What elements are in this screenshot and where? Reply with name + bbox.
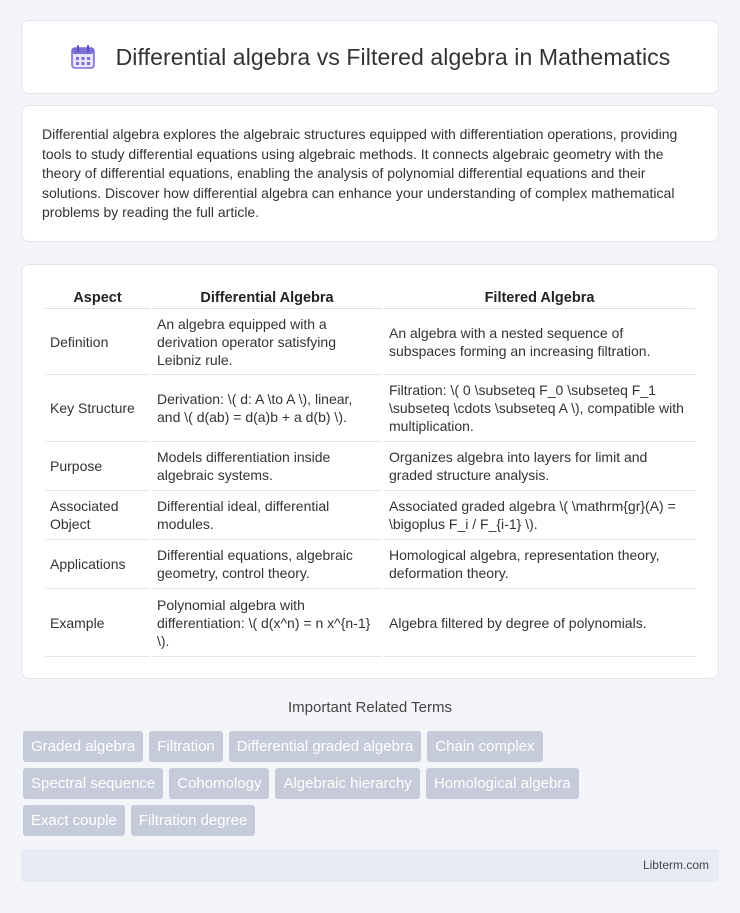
tag-algebraic-hierarchy[interactable]: Algebraic hierarchy xyxy=(275,768,419,799)
table-row xyxy=(45,491,695,540)
header-filtered: Filtered Algebra xyxy=(384,285,695,309)
footer xyxy=(21,849,719,882)
header-differential: Differential Algebra xyxy=(152,285,382,309)
comparison-table xyxy=(43,285,697,657)
cell-filtered: Homological algebra, representation theory, deformation theory. xyxy=(384,540,695,589)
title-card xyxy=(21,20,719,94)
tag-filtration[interactable]: Filtration xyxy=(149,731,223,762)
cell-aspect: Example xyxy=(45,589,150,657)
table-header-row xyxy=(45,285,695,309)
cell-differential: Differential equations, algebraic geometry, control theory. xyxy=(152,540,382,589)
tag-graded-algebra[interactable]: Graded algebra xyxy=(23,731,143,762)
cell-differential: Differential ideal, differential modules. xyxy=(152,491,382,540)
cell-aspect: Purpose xyxy=(45,442,150,491)
tag-row xyxy=(23,768,723,799)
table-row xyxy=(45,442,695,491)
cell-aspect: Associated Object xyxy=(45,491,150,540)
related-terms-heading: Important Related Terms xyxy=(288,699,452,716)
intro-card xyxy=(21,105,719,242)
cell-filtered: Associated graded algebra \( \mathrm{gr}(A) = \bigoplus F_i / F_{i-1} \). xyxy=(384,491,695,540)
tag-cohomology[interactable]: Cohomology xyxy=(169,768,269,799)
cell-differential: Derivation: \( d: A \to A \), linear, and \( d(ab) = d(a)b + a d(b) \). xyxy=(152,375,382,442)
tag-filtration-degree[interactable]: Filtration degree xyxy=(131,805,255,836)
cell-filtered: Organizes algebra into layers for limit and graded structure analysis. xyxy=(384,442,695,491)
tag-differential-graded-algebra[interactable]: Differential graded algebra xyxy=(229,731,422,762)
related-terms-list xyxy=(23,731,723,842)
cell-aspect: Key Structure xyxy=(45,375,150,442)
cell-aspect: Definition xyxy=(45,309,150,375)
cell-aspect: Applications xyxy=(45,540,150,589)
page-title: Differential algebra vs Filtered algebra in Mathematics xyxy=(115,43,671,70)
intro-paragraph: Differential algebra explores the algebraic structures equipped with differentiation operations, providing tools to study differential equations using algebraic methods. It connects algebraic geometry with the theory of differential equations, enabling the analysis of polynomial differential equations and their solutions. Discover how differential algebra can enhance your understanding of complex mathematical problems by reading the full article. xyxy=(42,126,678,220)
calendar-grid-icon xyxy=(70,44,96,70)
table-row xyxy=(45,589,695,657)
tag-chain-complex[interactable]: Chain complex xyxy=(427,731,542,762)
cell-filtered: An algebra with a nested sequence of subspaces forming an increasing filtration. xyxy=(384,309,695,375)
tag-exact-couple[interactable]: Exact couple xyxy=(23,805,125,836)
table-row xyxy=(45,540,695,589)
table-row xyxy=(45,309,695,375)
cell-differential: Polynomial algebra with differentiation: \( d(x^n) = n x^{n-1} \). xyxy=(152,589,382,657)
cell-differential: Models differentiation inside algebraic systems. xyxy=(152,442,382,491)
cell-filtered: Algebra filtered by degree of polynomials. xyxy=(384,589,695,657)
tag-row xyxy=(23,731,723,762)
tag-homological-algebra[interactable]: Homological algebra xyxy=(426,768,579,799)
header-aspect: Aspect xyxy=(45,285,150,309)
tag-row xyxy=(23,805,723,836)
footer-site-link[interactable]: Libterm.com xyxy=(642,858,709,872)
cell-differential: An algebra equipped with a derivation operator satisfying Leibniz rule. xyxy=(152,309,382,375)
cell-filtered: Filtration: \( 0 \subseteq F_0 \subseteq F_1 \subseteq \cdots \subseteq A \), compatible with multiplication. xyxy=(384,375,695,442)
comparison-card xyxy=(21,264,719,679)
table-row xyxy=(45,375,695,442)
tag-spectral-sequence[interactable]: Spectral sequence xyxy=(23,768,163,799)
